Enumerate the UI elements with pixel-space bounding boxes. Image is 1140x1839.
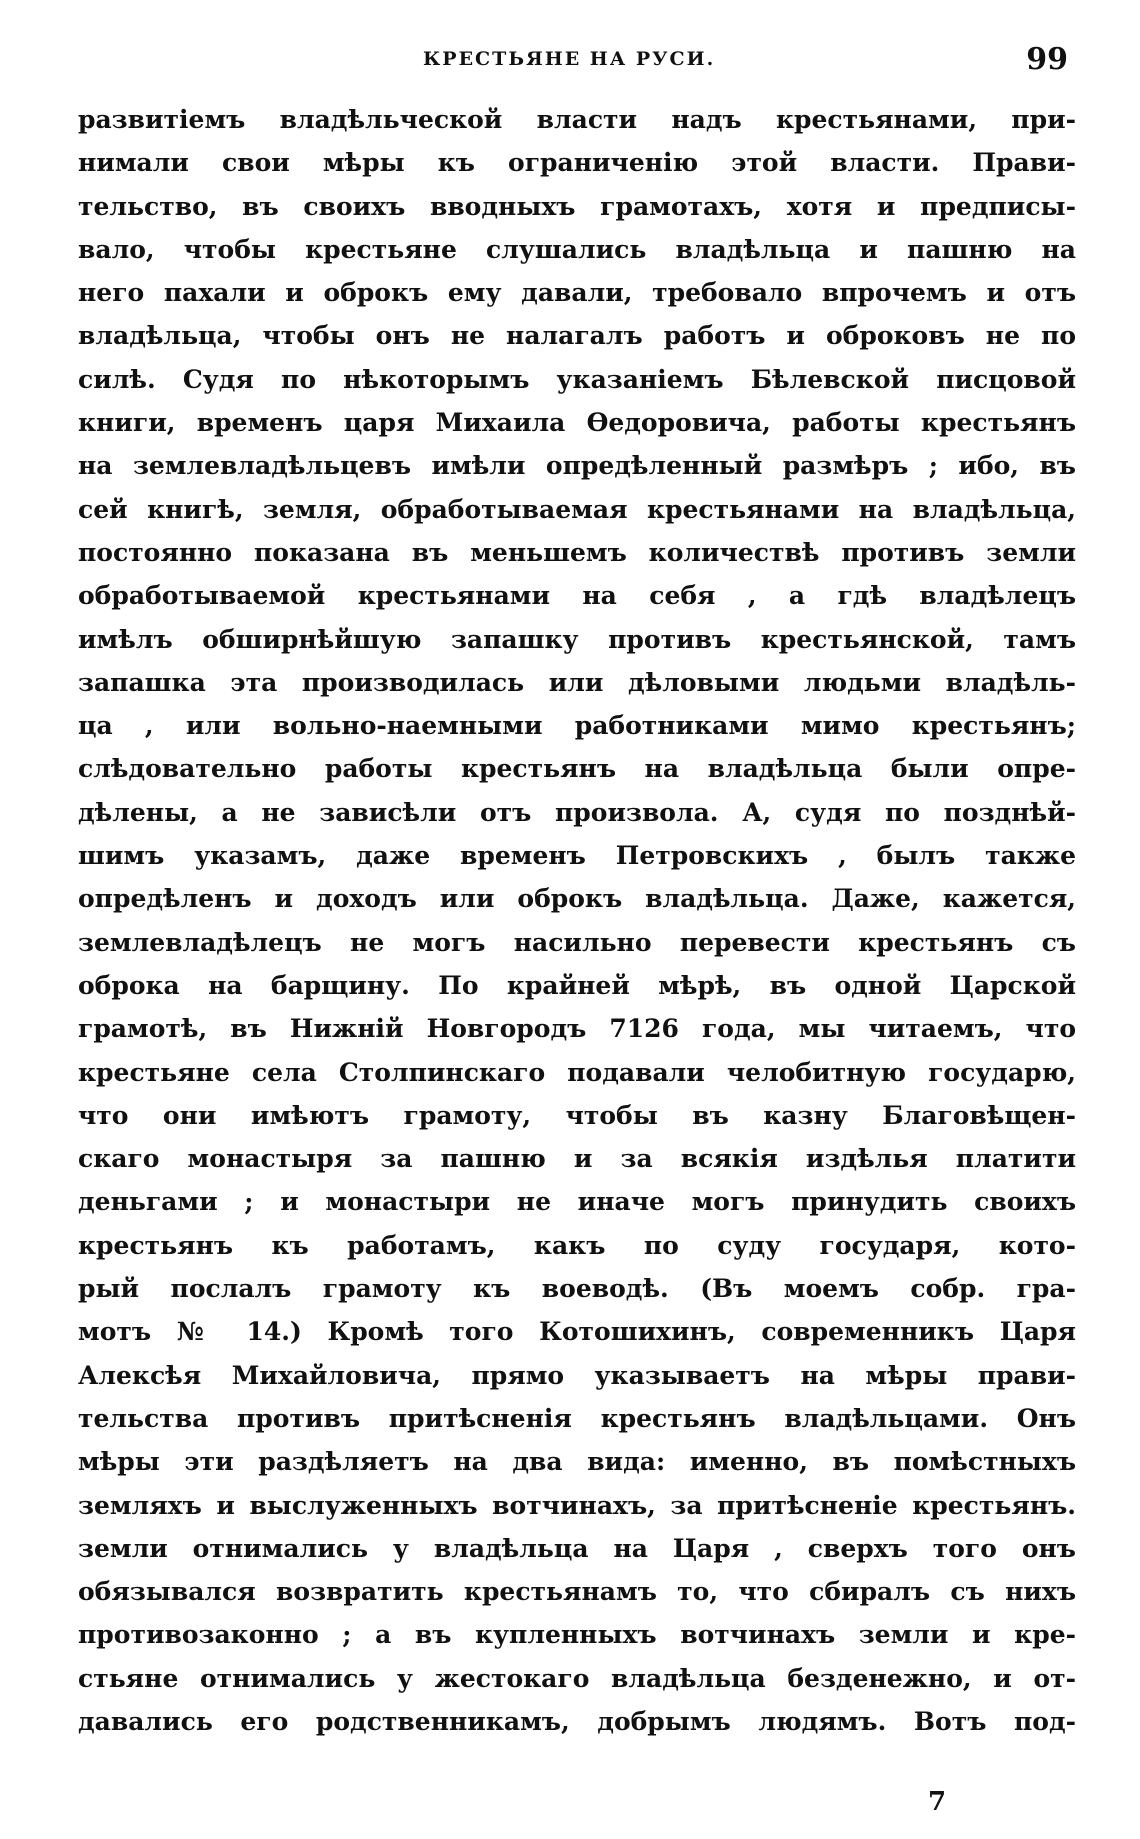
text-line: книги, временъ царя Михаила Ѳедоровича, работы крестьянъ: [78, 408, 1076, 438]
signature-mark: 7: [928, 1787, 947, 1817]
text-line: рый послалъ грамоту къ воеводѣ. (Въ моемъ собр. гра-: [78, 1274, 1076, 1304]
text-line: давались его родственникамъ, добрымъ людямъ. Вотъ под-: [78, 1706, 1076, 1736]
text-line: крестьянъ къ работамъ, какъ по суду государя, кото-: [78, 1230, 1076, 1260]
text-line: землевладѣлецъ не могъ насильно перевести крестьянъ съ: [78, 927, 1076, 957]
text-line: мѣры эти раздѣляетъ на два вида: именно, въ помѣстныхъ: [78, 1447, 1076, 1477]
text-line: грамотѣ, въ Нижній Новгородъ 7126 года, мы читаемъ, что: [78, 1014, 1076, 1044]
text-line: постоянно показана въ меньшемъ количествѣ противъ земли: [78, 537, 1076, 567]
text-line: дѣлены, а не зависѣли отъ произвола. А, судя по позднѣй-: [78, 797, 1076, 827]
text-line: нимали свои мѣры къ ограниченію этой власти. Прави-: [78, 148, 1076, 178]
text-line: шимъ указамъ, даже временъ Петровскихъ , былъ также: [78, 841, 1076, 871]
text-line: запашка эта производилась или дѣловыми людьми владѣль-: [78, 667, 1076, 697]
text-line: деньгами ; и монастыри не иначе могъ принудить своихъ: [78, 1187, 1076, 1217]
page-number: 99: [1026, 42, 1068, 77]
text-line: обязывался возвратить крестьянамъ то, что сбиралъ съ нихъ: [78, 1577, 1076, 1607]
text-line: опредѣленъ и доходъ или оброкъ владѣльца. Даже, кажется,: [78, 884, 1076, 914]
text-line: на землевладѣльцевъ имѣли опредѣленный размѣръ ; ибо, въ: [78, 451, 1076, 481]
text-line: оброка на барщину. По крайней мѣрѣ, въ одной Царской: [78, 970, 1076, 1000]
text-line: вало, чтобы крестьяне слушались владѣльца и пашню на: [78, 234, 1076, 264]
text-line: мотъ № 14.) Кромѣ того Котошихинъ, современникъ Царя: [78, 1317, 1076, 1347]
text-line: противозаконно ; а въ купленныхъ вотчинахъ земли и кре-: [78, 1620, 1076, 1650]
text-line: стьяне отнимались у жестокаго владѣльца безденежно, и от-: [78, 1663, 1076, 1693]
text-line: скаго монастыря за пашню и за всякія издѣлья платити: [78, 1144, 1076, 1174]
text-line: имѣлъ обширнѣйшую запашку противъ крестьянской, тамъ: [78, 624, 1076, 654]
text-line: слѣдовательно работы крестьянъ на владѣльца были опре-: [78, 754, 1076, 784]
running-title: КРЕСТЬЯНЕ НА РУСИ.: [423, 48, 716, 70]
text-line: владѣльца, чтобы онъ не налагалъ работъ и оброковъ не по: [78, 321, 1076, 351]
text-line: что они имѣютъ грамоту, чтобы въ казну Благовѣщен-: [78, 1100, 1076, 1130]
text-line: силѣ. Судя по нѣкоторымъ указаніемъ Бѣлевской писцовой: [78, 364, 1076, 394]
text-line: него пахали и оброкъ ему давали, требовало впрочемъ и отъ: [78, 278, 1076, 308]
text-line: сей книгѣ, земля, обработываемая крестьянами на владѣльца,: [78, 494, 1076, 524]
text-line: крестьяне села Столпинскаго подавали челобитную государю,: [78, 1057, 1076, 1087]
page-header: [78, 42, 1078, 86]
text-line: тельство, въ своихъ вводныхъ грамотахъ, хотя и предписы-: [78, 191, 1076, 221]
text-line: земляхъ и выслуженныхъ вотчинахъ, за притѣсненіе крестьянъ.: [78, 1490, 1076, 1520]
text-line: ца , или вольно-наемными работниками мимо крестьянъ;: [78, 711, 1076, 741]
body-text: [78, 98, 1076, 1743]
text-line: обработываемой крестьянами на себя , а гдѣ владѣлецъ: [78, 581, 1076, 611]
text-line: Алексѣя Михайловича, прямо указываетъ на мѣры прави-: [78, 1360, 1076, 1390]
text-line: развитіемъ владѣльческой власти надъ крестьянами, при-: [78, 105, 1076, 134]
text-line: земли отнимались у владѣльца на Царя , сверхъ того онъ: [78, 1533, 1076, 1563]
text-line: тельства противъ притѣсненія крестьянъ владѣльцами. Онъ: [78, 1403, 1076, 1433]
